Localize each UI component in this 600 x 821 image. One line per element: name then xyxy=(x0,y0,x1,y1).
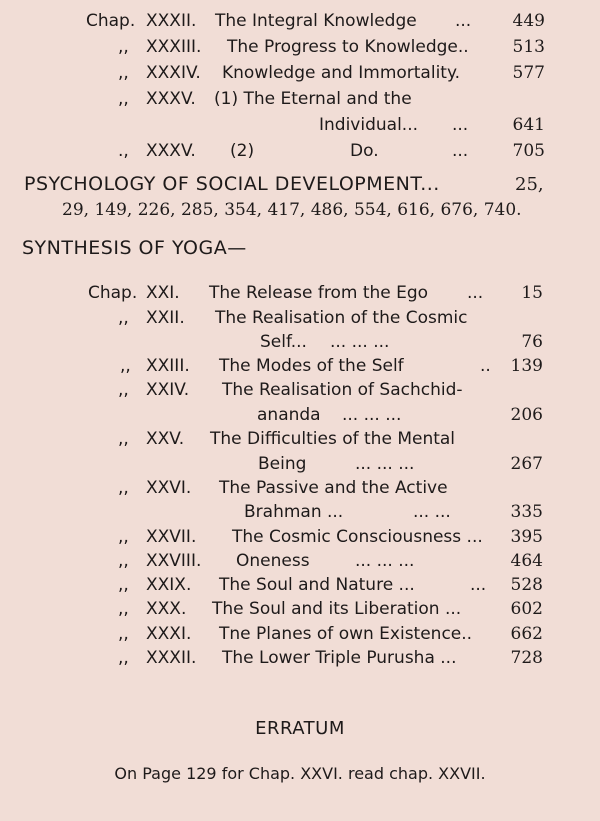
page-number: 267 xyxy=(510,454,543,474)
chapter-title: The Soul and Nature ... xyxy=(219,575,415,595)
chapter-title: Knowledge and Immortality. xyxy=(222,63,460,83)
page-number: 464 xyxy=(510,551,543,571)
chapter-number: XXII. xyxy=(146,308,185,328)
chapter-title: The Soul and its Liberation ... xyxy=(212,599,462,619)
chapter-number: XXVI. xyxy=(146,478,192,498)
chapter-number: XXVII. xyxy=(146,527,197,547)
ditto-marker: ,, xyxy=(118,599,129,619)
chapter-marker: Chap. xyxy=(88,283,138,303)
chapter-number: XXVIII. xyxy=(146,551,202,571)
toc-entry-continuation xyxy=(0,451,600,477)
chapter-number: XXXIV. xyxy=(146,63,201,83)
page-number: 206 xyxy=(510,405,543,425)
page-number: 335 xyxy=(510,502,543,522)
ditto-marker: ,, xyxy=(118,37,129,57)
section-heading-psychology: PSYCHOLOGY OF SOCIAL DEVELOPMENT... xyxy=(24,173,440,195)
dot-leader: ... xyxy=(452,115,469,135)
dot-leader: ... xyxy=(455,11,472,31)
dot-leader: ... xyxy=(452,141,469,161)
page-number: 728 xyxy=(510,648,543,668)
page-number: 449 xyxy=(512,11,545,31)
toc-entry xyxy=(0,353,600,379)
dot-leader: ... ... ... xyxy=(342,405,402,425)
chapter-title: The Lower Triple Purusha ... xyxy=(222,648,457,668)
toc-entry xyxy=(0,280,600,306)
chapter-title: (2) xyxy=(230,141,255,161)
toc-entry-continuation xyxy=(0,329,600,355)
page-number: 25, xyxy=(515,174,544,195)
chapter-number: XXXII. xyxy=(146,648,197,668)
toc-entry-continuation xyxy=(0,499,600,525)
dot-leader: ... ... ... xyxy=(330,332,390,352)
page-number: 602 xyxy=(510,599,543,619)
ditto-marker: ., xyxy=(118,141,129,161)
chapter-number: XXI. xyxy=(146,283,180,303)
dot-leader: ... xyxy=(470,575,487,595)
chapter-title: (1) The Eternal and the xyxy=(214,89,412,109)
toc-entry xyxy=(0,426,600,452)
chapter-marker: Chap. xyxy=(86,11,136,31)
chapter-title: The Realisation of Sachchid- xyxy=(222,380,463,400)
ditto-marker: ,, xyxy=(118,648,129,668)
chapter-title: Self... xyxy=(260,332,307,352)
ditto-marker: ,, xyxy=(118,527,129,547)
chapter-title: Brahman ... xyxy=(244,502,344,522)
chapter-title: Individual... xyxy=(319,115,419,135)
toc-entry-continuation xyxy=(0,112,600,138)
dot-leader: .. xyxy=(480,356,491,376)
chapter-number: XXIX. xyxy=(146,575,192,595)
ditto-marker: ,, xyxy=(118,308,129,328)
page-list: 29, 149, 226, 285, 354, 417, 486, 554, 616, 676, 740. xyxy=(62,200,522,220)
toc-entry xyxy=(0,138,600,164)
chapter-number: XXIV. xyxy=(146,380,190,400)
dot-leader: ... ... xyxy=(413,502,451,522)
toc-entry xyxy=(0,86,600,112)
toc-entry-continuation xyxy=(0,402,600,428)
chapter-title: The Cosmic Consciousness ... xyxy=(232,527,483,547)
ditto-marker: ,, xyxy=(118,63,129,83)
toc-entry xyxy=(0,377,600,403)
chapter-title: Oneness xyxy=(236,551,310,571)
page-number: 76 xyxy=(521,332,543,352)
ditto-title: Do. xyxy=(350,141,379,161)
chapter-title: The Realisation of the Cosmic xyxy=(215,308,468,328)
toc-entry xyxy=(0,8,600,34)
page-number: 139 xyxy=(510,356,543,376)
chapter-title: The Passive and the Active xyxy=(219,478,448,498)
ditto-marker: ,, xyxy=(118,89,129,109)
toc-entry xyxy=(0,34,600,60)
chapter-title: Being xyxy=(258,454,307,474)
dot-leader: ... xyxy=(467,283,484,303)
chapter-title: The Integral Knowledge xyxy=(215,11,417,31)
dot-leader: ... ... ... xyxy=(355,551,415,571)
erratum-text: On Page 129 for Chap. XXVI. read chap. XXVII. xyxy=(114,764,486,783)
toc-entry xyxy=(0,475,600,501)
chapter-number: XXXV. xyxy=(146,141,196,161)
chapter-number: XXV. xyxy=(146,429,185,449)
page-number: 15 xyxy=(521,283,543,303)
chapter-title: The Release from the Ego xyxy=(209,283,429,303)
chapter-title: ananda xyxy=(257,405,321,425)
page-number: 662 xyxy=(510,624,543,644)
ditto-marker: ,, xyxy=(118,478,129,498)
toc-entry xyxy=(0,645,600,671)
toc-entry xyxy=(0,621,600,647)
toc-entry xyxy=(0,60,600,86)
page-number: 641 xyxy=(512,115,545,135)
chapter-number: XXXII. xyxy=(146,11,197,31)
ditto-marker: ,, xyxy=(118,575,129,595)
ditto-marker: ,, xyxy=(118,380,129,400)
toc-entry xyxy=(0,596,600,622)
page-number: 395 xyxy=(510,527,543,547)
ditto-marker: ,, xyxy=(118,429,129,449)
chapter-title: The Progress to Knowledge.. xyxy=(227,37,469,57)
chapter-title: The Modes of the Self xyxy=(219,356,404,376)
toc-entry xyxy=(0,572,600,598)
chapter-title: The Difficulties of the Mental xyxy=(210,429,456,449)
chapter-number: XXIII. xyxy=(146,356,190,376)
chapter-title: Tne Planes of own Existence.. xyxy=(219,624,473,644)
ditto-marker: ,, xyxy=(120,356,131,376)
chapter-number: XXXIII. xyxy=(146,37,202,57)
toc-entry xyxy=(0,548,600,574)
erratum-heading: ERRATUM xyxy=(255,718,345,739)
page-number: 513 xyxy=(512,37,545,57)
dot-leader: ... ... ... xyxy=(355,454,415,474)
chapter-number: XXXI. xyxy=(146,624,192,644)
ditto-marker: ,, xyxy=(118,551,129,571)
ditto-marker: ,, xyxy=(118,624,129,644)
page-number: 705 xyxy=(512,141,545,161)
chapter-number: XXXV. xyxy=(146,89,196,109)
toc-entry xyxy=(0,524,600,550)
page-number: 577 xyxy=(512,63,545,83)
section-heading-synthesis: SYNTHESIS OF YOGA— xyxy=(22,237,247,259)
toc-entry xyxy=(0,305,600,331)
page-number: 528 xyxy=(510,575,543,595)
chapter-number: XXX. xyxy=(146,599,187,619)
